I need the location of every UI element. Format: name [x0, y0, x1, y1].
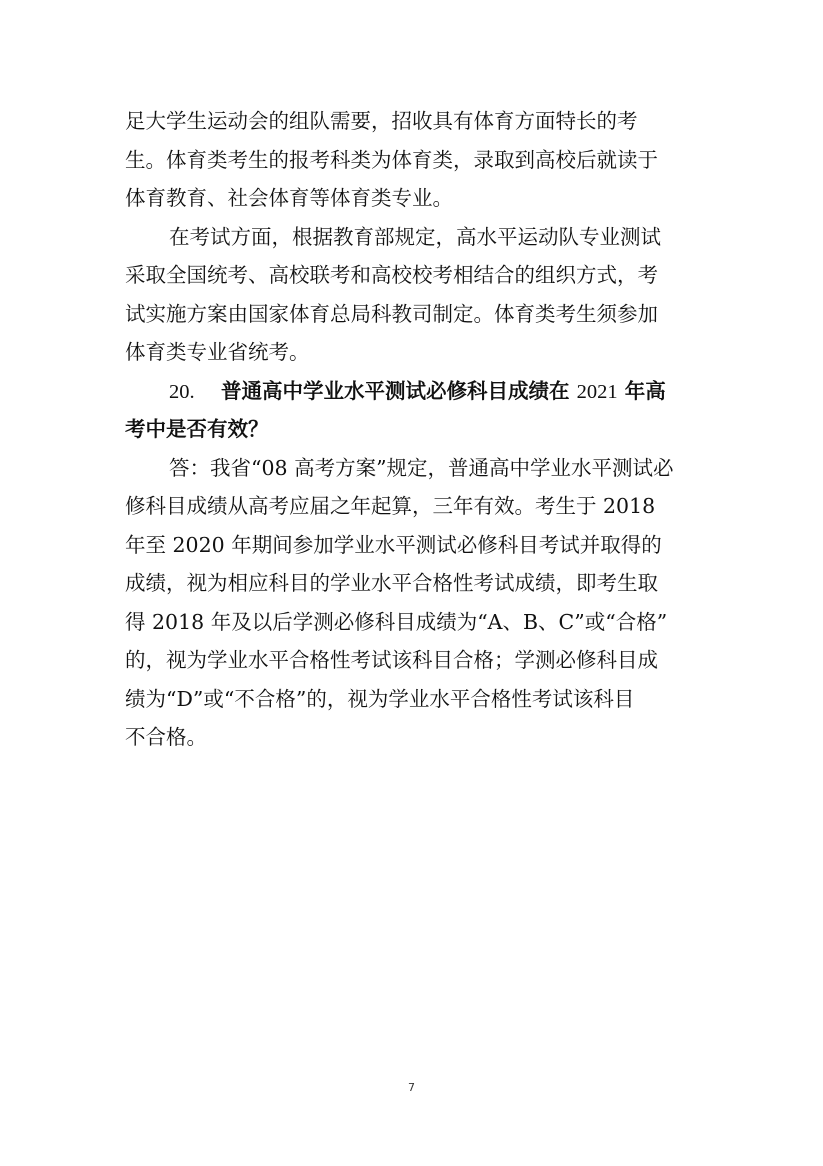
text-line: 采取全国统考、高校联考和高校校考相结合的组织方式，考 — [125, 263, 658, 287]
text-line: 体育类专业省统考。 — [125, 340, 310, 364]
text-line: 在考试方面，根据教育部规定，高水平运动队专业测试 — [169, 224, 661, 249]
text-line: 不合格。 — [125, 725, 207, 749]
question-heading — [125, 372, 700, 449]
paragraph-exam-arrangement — [125, 218, 700, 372]
text-line: 答：我省“08 高考方案”规定，普通高中学业水平测试必 — [169, 455, 674, 480]
question-text-end: 年高 — [624, 378, 666, 403]
text-line: 年至 2020 年期间参加学业水平测试必修科目考试并取得的 — [125, 532, 662, 557]
text-line: 生。体育类考生的报考科类为体育类，录取到高校后就读于 — [125, 147, 658, 172]
paragraph-sports-admission — [125, 102, 700, 218]
page-number: 7 — [408, 1081, 415, 1094]
text-line: 的，视为学业水平合格性考试该科目合格；学测必修科目成 — [125, 648, 658, 672]
answer-paragraph — [125, 449, 700, 757]
question-number: 20. — [169, 380, 195, 403]
text-line: 成绩，视为相应科目的学业水平合格性考试成绩，即考生取 — [125, 571, 658, 595]
text-line: 试实施方案由国家体育总局科教司制定。体育类考生须参加 — [125, 301, 658, 326]
question-heading-line — [125, 372, 700, 411]
question-text: 普通高中学业水平测试必修科目成绩在 — [221, 378, 570, 403]
question-heading-line-2: 考中是否有效？ — [125, 417, 269, 441]
text-line: 得 2018 年及以后学测必修科目成绩为“A、B、C”或“合格” — [125, 609, 668, 634]
question-year: 2021 — [576, 380, 618, 403]
text-line: 足大学生运动会的组队需要，招收具有体育方面特长的考 — [125, 109, 638, 133]
text-line: 修科目成绩从高考应届之年起算，三年有效。考生于 2018 — [125, 494, 656, 518]
page-content — [125, 102, 700, 757]
text-line: 体育教育、社会体育等体育类专业。 — [125, 186, 453, 210]
text-line: 绩为“D”或“不合格”的，视为学业水平合格性考试该科目 — [125, 686, 635, 711]
